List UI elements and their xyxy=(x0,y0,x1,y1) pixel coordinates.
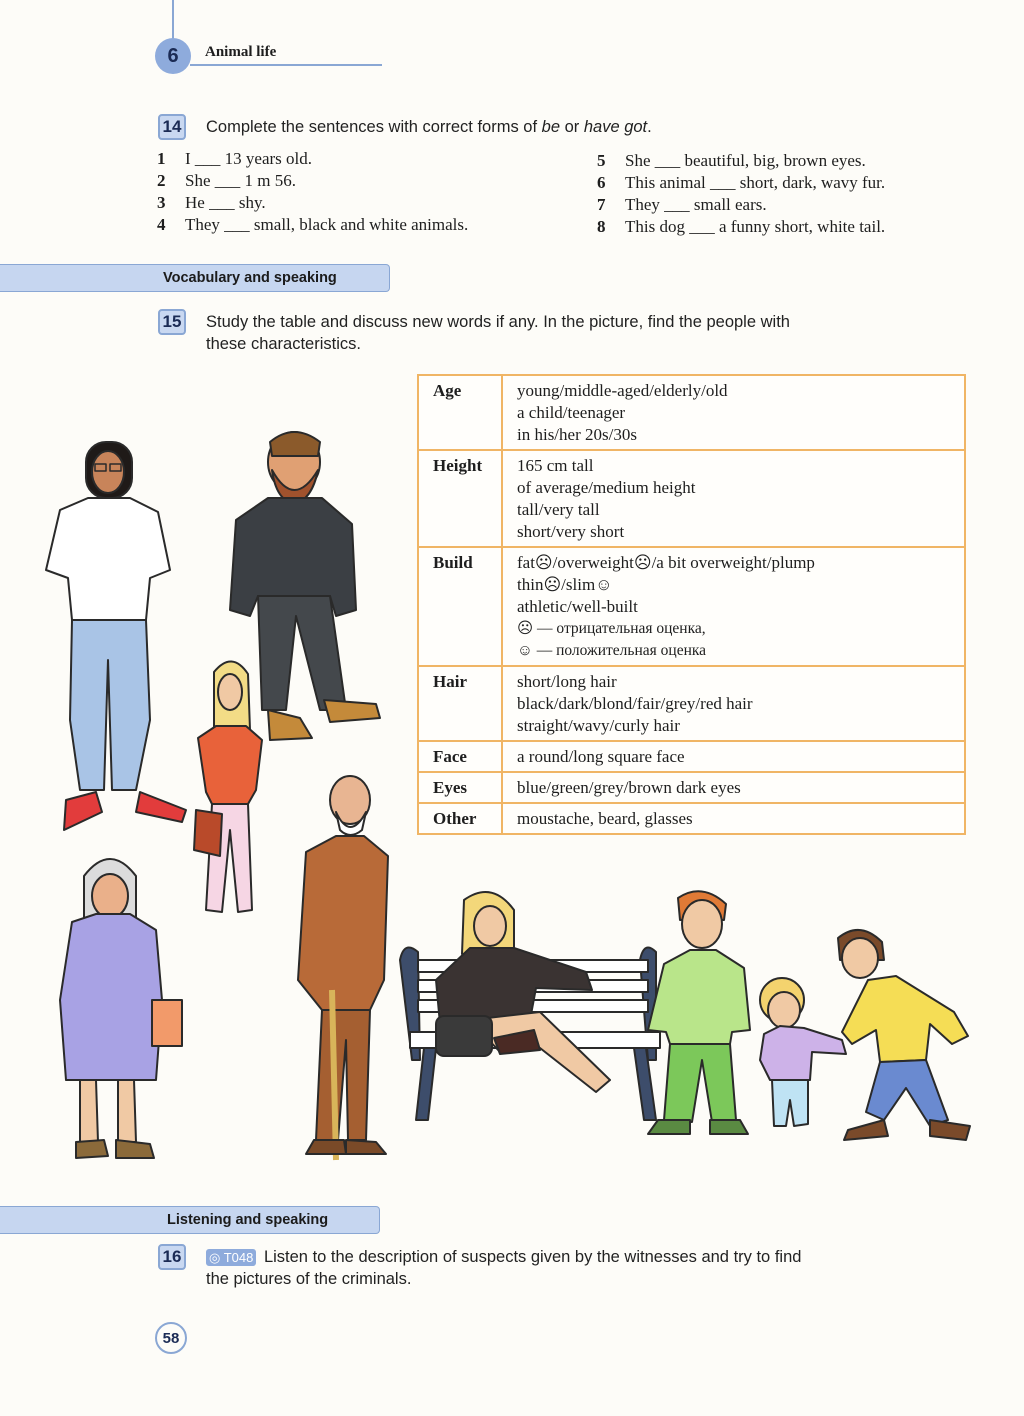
sentence-8: 8 This dog ___ a funny short, white tail. xyxy=(597,217,886,236)
row-values: a round/long square face xyxy=(502,741,965,772)
sentence-4: 4 They ___ small, black and white animals. xyxy=(157,215,469,234)
header-underline xyxy=(190,64,382,66)
section-banner-vocabulary: Vocabulary and speaking xyxy=(0,264,390,292)
row-label: Face xyxy=(418,741,502,772)
audio-track-badge[interactable]: ◎ T048 xyxy=(206,1249,256,1266)
exercise-14-left-column xyxy=(157,148,468,236)
page-number: 58 xyxy=(155,1322,187,1354)
bearded-man-figure xyxy=(230,432,380,740)
row-values: young/middle-aged/elderly/old a child/teenager in his/her 20s/30s xyxy=(502,375,965,450)
teen-boy-figure xyxy=(648,891,750,1134)
play-icon: ◎ xyxy=(209,1250,221,1265)
exercise-14-instruction: Complete the sentences with correct forms of be or have got. xyxy=(206,118,652,136)
old-man-figure xyxy=(298,776,388,1160)
tall-man-figure xyxy=(46,442,186,830)
row-values: short/long hair black/dark/blond/fair/grey/red hair straight/wavy/curly hair xyxy=(502,666,965,741)
unit-title: Animal life xyxy=(205,44,277,60)
row-label: Height xyxy=(418,450,502,547)
exercise-15-instruction: Study the table and discuss new words if any. In the picture, find the people with these characteristics. xyxy=(206,313,790,353)
exercise-14-number: 14 xyxy=(158,114,186,140)
people-illustration xyxy=(0,420,1010,1180)
sentence-7: 7 They ___ small ears. xyxy=(597,195,767,214)
sentence-6: 6 This animal ___ short, dark, wavy fur. xyxy=(597,173,886,192)
elderly-woman-figure xyxy=(60,859,182,1158)
row-label: Age xyxy=(418,375,502,450)
row-label: Hair xyxy=(418,666,502,741)
sentence-1: 1 I ___ 13 years old. xyxy=(157,149,313,168)
row-values: moustache, beard, glasses xyxy=(502,803,965,834)
exercise-15-number: 15 xyxy=(158,309,186,335)
sentence-3: 3 He ___ shy. xyxy=(157,193,266,212)
header-vertical-line xyxy=(172,0,174,40)
section-banner-listening: Listening and speaking xyxy=(0,1206,380,1234)
row-label: Eyes xyxy=(418,772,502,803)
girl-figure xyxy=(838,930,970,1140)
sentence-5: 5 She ___ beautiful, big, brown eyes. xyxy=(597,151,866,170)
unit-number-badge: 6 xyxy=(155,38,191,74)
row-label: Other xyxy=(418,803,502,834)
exercise-16-number: 16 xyxy=(158,1244,186,1270)
row-values: fat☹/overweight☹/a bit overweight/plump thin☹/slim☺ athletic/well-built ☹ — отрицательная оценка, ☺ — положительная оценка xyxy=(502,547,965,666)
small-child-figure xyxy=(760,978,846,1126)
row-values: 165 cm tall of average/medium height tall/very tall short/very short xyxy=(502,450,965,547)
sentence-2: 2 She ___ 1 m 56. xyxy=(157,171,296,190)
row-values: blue/green/grey/brown dark eyes xyxy=(502,772,965,803)
exercise-16-instruction: ◎ T048 Listen to the description of suspects given by the witnesses and try to find the pictures of the criminals. xyxy=(206,1248,802,1288)
blond-woman-figure xyxy=(194,661,262,912)
row-label: Build xyxy=(418,547,502,666)
exercise-14-right-column xyxy=(597,150,885,238)
